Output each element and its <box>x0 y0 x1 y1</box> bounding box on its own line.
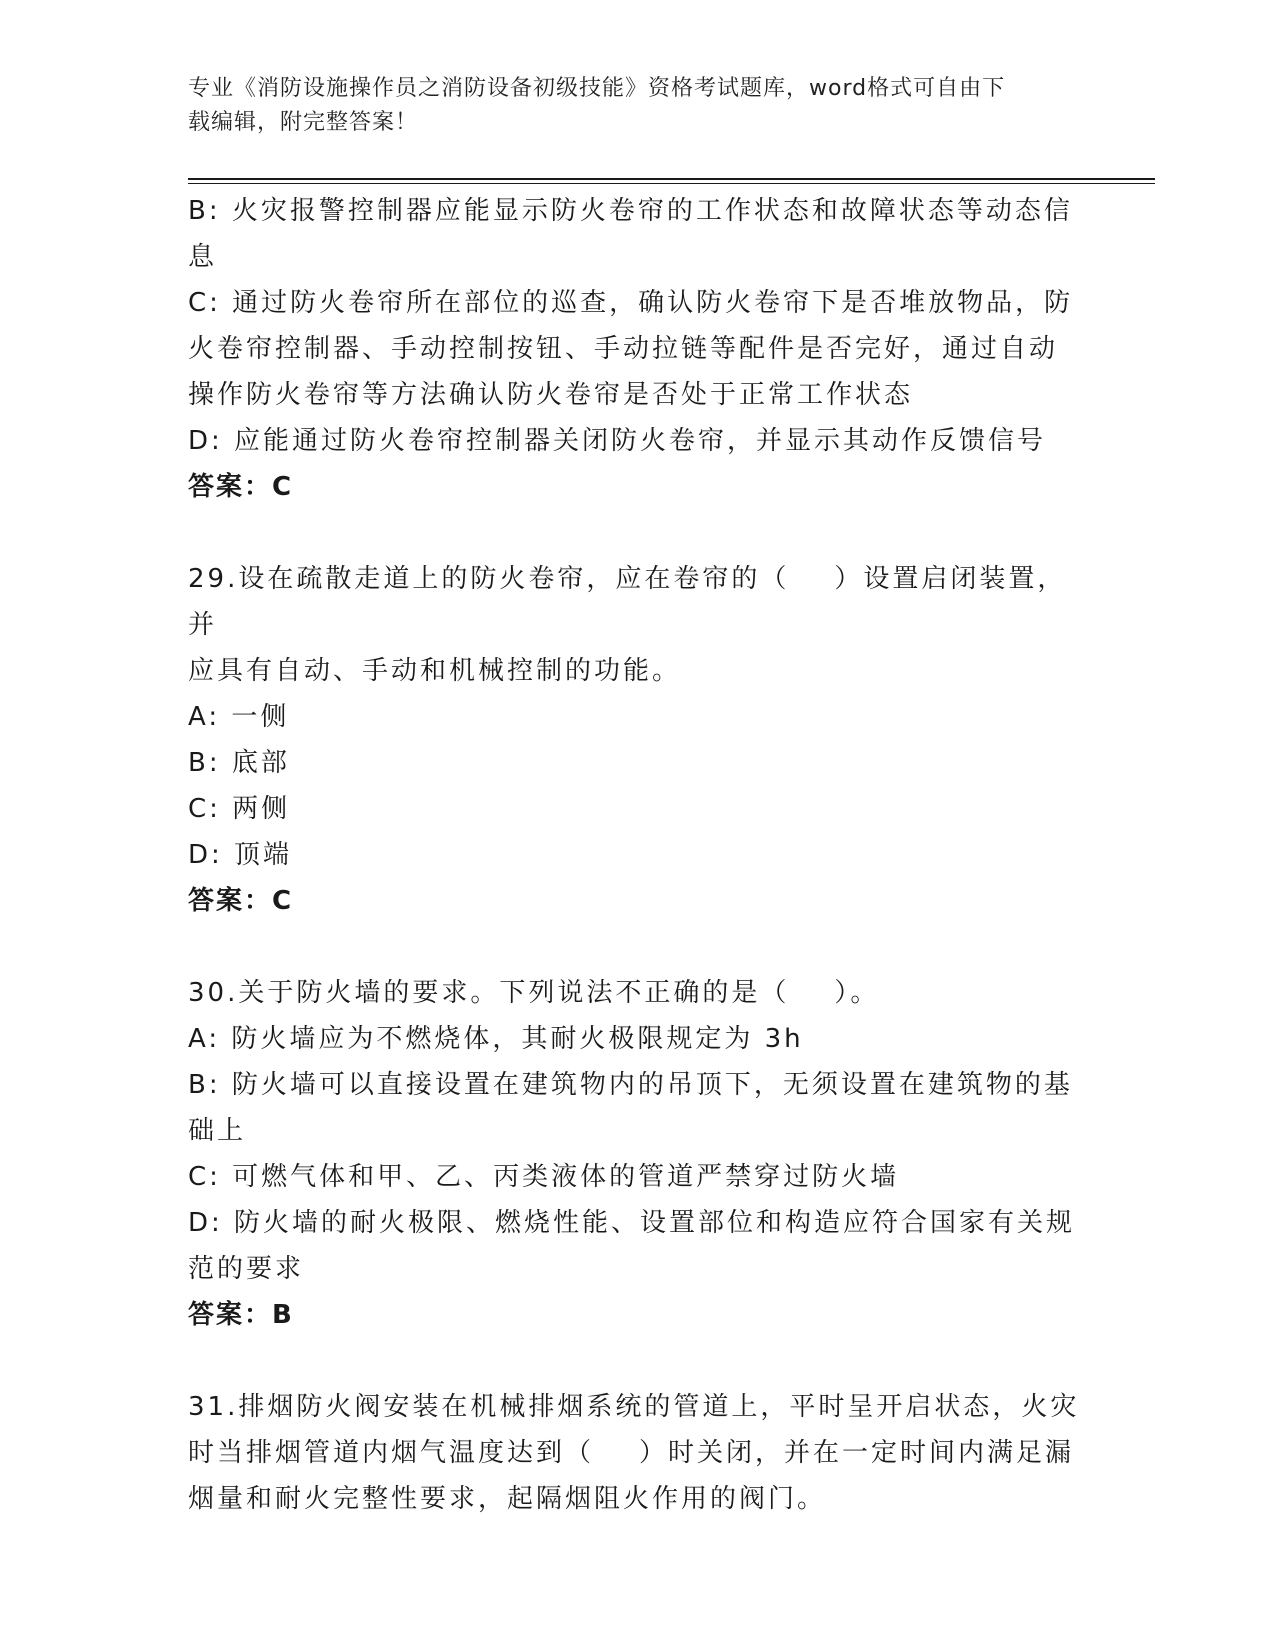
question-stem-line-1: 31.排烟防火阀安装在机械排烟系统的管道上，平时呈开启状态，火灾 <box>188 1392 1080 1422</box>
header-line-1: 专业《消防设施操作员之消防设备初级技能》资格考试题库，word格式可自由下 <box>188 76 1006 101</box>
option-b-line-1: B: 防火墙可以直接设置在建筑物内的吊顶下，无须设置在建筑物的基 <box>188 1070 1073 1100</box>
option-d: D: 应能通过防火卷帘控制器关闭防火卷帘，并显示其动作反馈信号 <box>188 426 1047 456</box>
header-divider-thick <box>188 178 1155 180</box>
answer: 答案：C <box>188 886 294 916</box>
answer: 答案：B <box>188 1300 294 1330</box>
question-29 <box>188 556 1088 924</box>
option-c: C: 两侧 <box>188 794 291 824</box>
option-c-line-2: 火卷帘控制器、手动控制按钮、手动拉链等配件是否完好，通过自动 <box>188 334 1059 364</box>
question-stem-line-3: 烟量和耐火完整性要求，起隔烟阻火作用的阀门。 <box>188 1484 827 1514</box>
option-d-line-1: D: 防火墙的耐火极限、燃烧性能、设置部位和构造应符合国家有关规 <box>188 1208 1076 1238</box>
header-divider-thin <box>188 183 1155 184</box>
question-stem: 30.关于防火墙的要求。下列说法不正确的是（ ）。 <box>188 978 880 1008</box>
option-b-line-2: 息 <box>188 242 218 272</box>
question-content <box>188 188 1088 1522</box>
answer: 答案：C <box>188 472 294 502</box>
spacer <box>188 1338 1088 1384</box>
spacer <box>188 510 1088 556</box>
option-b-line-2: 础上 <box>188 1116 247 1146</box>
option-c-line-3: 操作防火卷帘等方法确认防火卷帘是否处于正常工作状态 <box>188 380 914 410</box>
question-28-continued <box>188 188 1088 510</box>
option-d: D: 顶端 <box>188 840 293 870</box>
question-30 <box>188 970 1088 1338</box>
document-header <box>188 72 1068 140</box>
spacer <box>188 924 1088 970</box>
option-d-line-2: 范的要求 <box>188 1254 305 1284</box>
question-31 <box>188 1384 1088 1522</box>
question-stem-line-2: 时当排烟管道内烟气温度达到（ ）时关闭，并在一定时间内满足漏 <box>188 1438 1075 1468</box>
option-a: A: 一侧 <box>188 702 290 732</box>
option-a: A: 防火墙应为不燃烧体，其耐火极限规定为 3h <box>188 1024 804 1054</box>
question-stem-line-1: 29.设在疏散走道上的防火卷帘，应在卷帘的（ ）设置启闭装置，并 <box>188 564 1067 640</box>
option-c: C: 可燃气体和甲、乙、丙类液体的管道严禁穿过防火墙 <box>188 1162 900 1192</box>
header-line-2: 载编辑，附完整答案！ <box>188 110 419 135</box>
option-c-line-1: C: 通过防火卷帘所在部位的巡查，确认防火卷帘下是否堆放物品，防 <box>188 288 1074 318</box>
option-b-line-1: B: 火灾报警控制器应能显示防火卷帘的工作状态和故障状态等动态信 <box>188 196 1073 226</box>
option-b: B: 底部 <box>188 748 290 778</box>
question-stem-line-2: 应具有自动、手动和机械控制的功能。 <box>188 656 682 686</box>
